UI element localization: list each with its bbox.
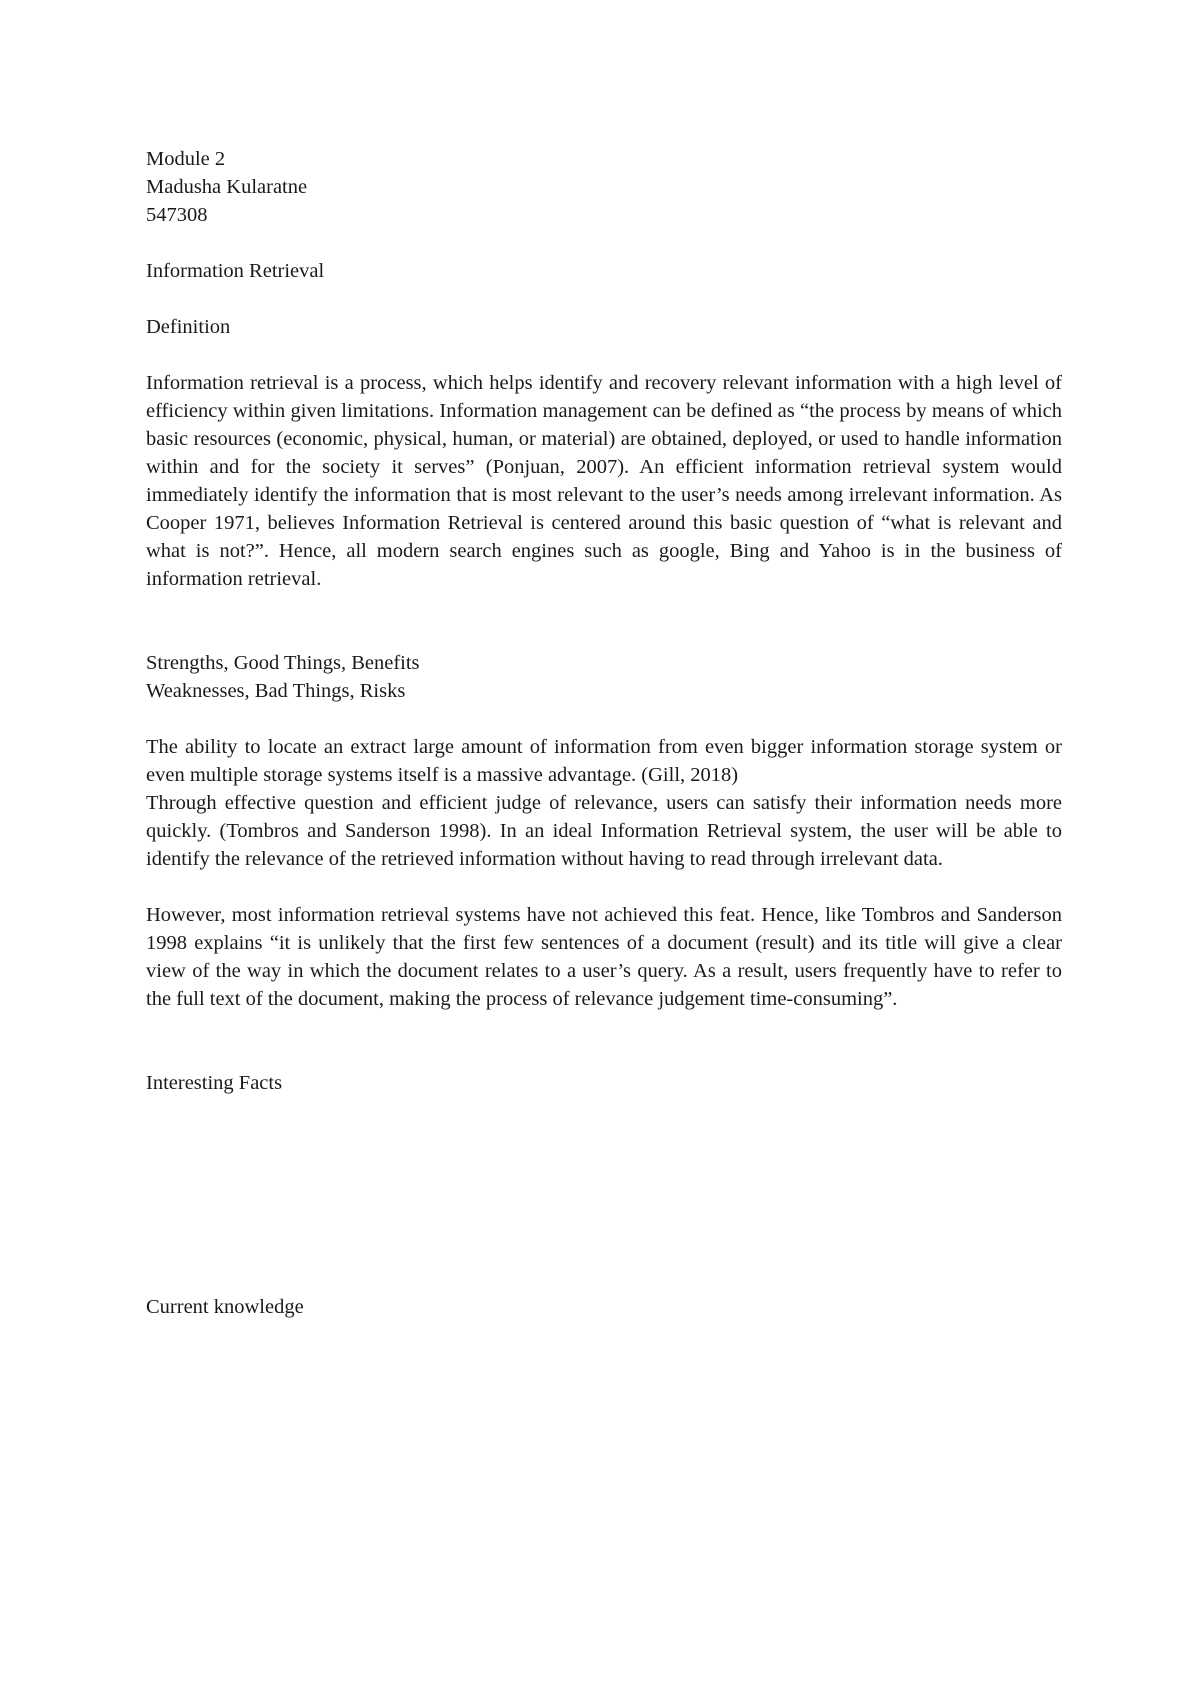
definition-heading: Definition	[146, 316, 231, 338]
strengths-heading: Strengths, Good Things, Benefits	[146, 652, 420, 674]
strengths-paragraph-2: Through effective question and efficient judge of relevance, users can satisfy their information needs more quickly. (Tombros and Sanderson 1998). In an ideal Information Retrieval system, the user will be able to identify the relevance of the retrieved information without having to read through irrelevant data.	[146, 792, 1062, 870]
definition-paragraph: Information retrieval is a process, which helps identify and recovery relevant information with a high level of efficiency within given limitations. Information management can be defined as “the process by means of which basic resources (economic, physical, human, or material) are obtained, deployed, or used to handle information within and for the society it serves” (Ponjuan, 2007). An efficient information retrieval system would immediately identify the information that is most relevant to the user’s needs among irrelevant information. As Cooper 1971, believes Information Retrieval is centered around this basic question of “what is relevant and what is not?”. Hence, all modern search engines such as google, Bing and Yahoo is in the business of information retrieval.	[146, 372, 1062, 590]
weaknesses-heading: Weaknesses, Bad Things, Risks	[146, 680, 406, 702]
interesting-facts-heading: Interesting Facts	[146, 1072, 283, 1094]
document-title: Information Retrieval	[146, 260, 325, 282]
weaknesses-paragraph: However, most information retrieval systems have not achieved this feat. Hence, like Tombros and Sanderson 1998 explains “it is unlikely that the first few sentences of a document (result) and its title will give a clear view of the way in which the document relates to a user’s query. As a result, users frequently have to refer to the full text of the document, making the process of relevance judgement time-consuming”.	[146, 904, 1062, 1010]
current-knowledge-heading: Current knowledge	[146, 1296, 304, 1318]
document-page	[146, 145, 1062, 1321]
student-id: 547308	[146, 204, 208, 226]
author-name: Madusha Kularatne	[146, 176, 308, 198]
module-label: Module 2	[146, 148, 226, 170]
strengths-paragraph-1: The ability to locate an extract large amount of information from even bigger information storage system or even multiple storage systems itself is a massive advantage. (Gill, 2018)	[146, 736, 1062, 786]
